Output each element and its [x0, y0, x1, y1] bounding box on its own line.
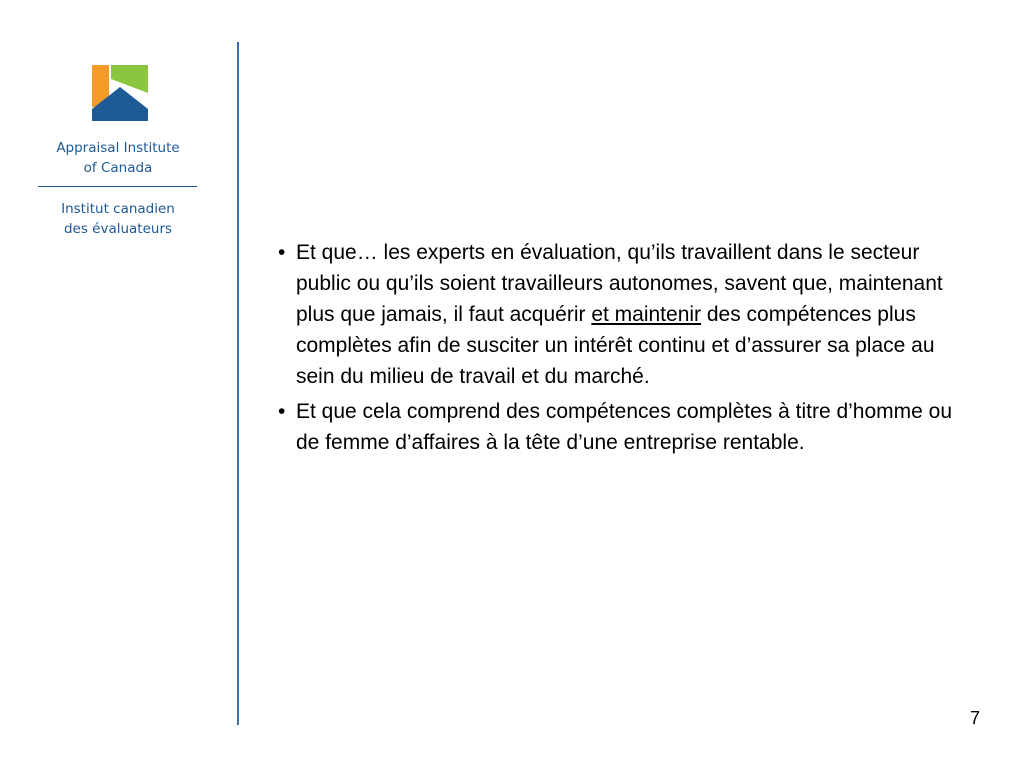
- organization-name-divider: [38, 186, 197, 187]
- vertical-divider: [237, 42, 239, 725]
- bullet-1-underlined-text: et maintenir: [591, 303, 702, 326]
- bullet-2-text: Et que cela comprend des compétences complètes à titre d’homme ou de femme d’affaires à la tête d’une entreprise rentable.: [296, 400, 953, 454]
- bullet-item-1: [278, 237, 978, 392]
- organization-name-french-line-1: Institut canadien: [61, 201, 175, 217]
- page-number: 7: [969, 708, 980, 728]
- organization-name-french: [38, 199, 198, 239]
- bullet-1-text-before: Et que… les experts en évaluation, qu’ils travaillent dans le secteur public ou qu’ils soient travailleurs autonomes, savent que, maintenant plus que jamais, il faut acquérir: [296, 241, 943, 326]
- organization-name-english-line-2: of Canada: [83, 160, 153, 176]
- slide-bullet-list: [278, 237, 978, 462]
- bullet-item-2: [278, 396, 978, 458]
- bullet-1-text-after: des compétences plus complètes afin de susciter un intérêt continu et d’assurer sa place au sein du milieu de travail et du marché.: [296, 303, 935, 388]
- organization-name-english: [38, 138, 198, 178]
- bullet-dot-icon: •: [278, 241, 286, 264]
- appraisal-institute-logo-mark: [92, 65, 148, 121]
- bullet-dot-icon: •: [278, 400, 286, 423]
- organization-name-english-line-1: Appraisal Institute: [56, 140, 180, 156]
- organization-name-french-line-2: des évaluateurs: [63, 221, 173, 237]
